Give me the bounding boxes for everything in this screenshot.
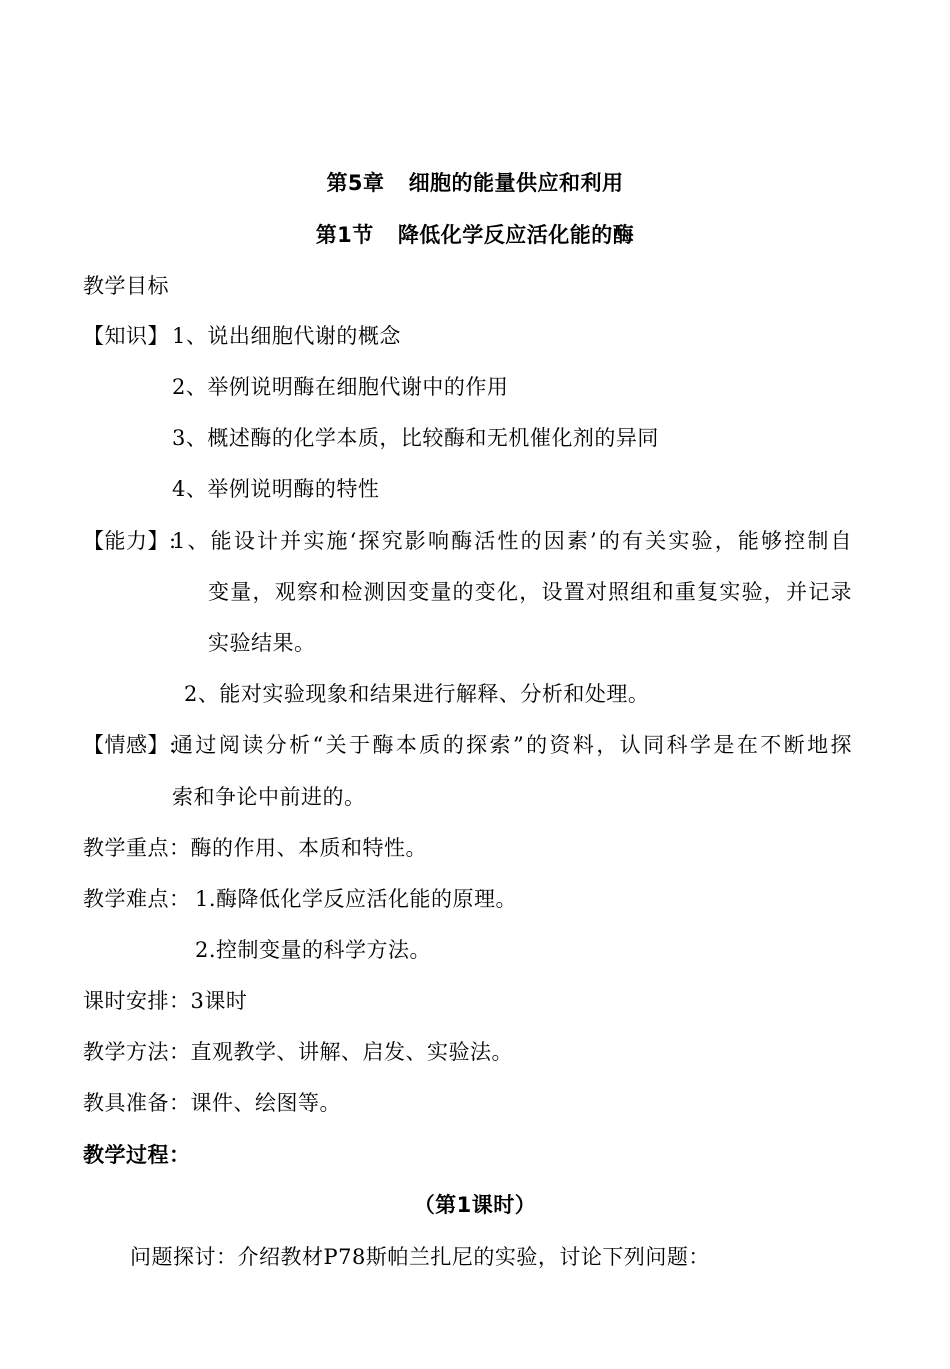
schedule: 课时安排：3课时: [83, 989, 248, 1013]
section-title: [0, 221, 950, 249]
knowledge-label: 【知识】: [83, 324, 169, 348]
knowledge-item-4: 4、举例说明酶的特性: [172, 477, 380, 501]
ability-item-1-line-2: 变量，观察和检测因变量的变化，设置对照组和重复实验，并记录: [208, 580, 852, 604]
teaching-tools: 教具准备：课件、绘图等。: [83, 1091, 341, 1115]
difficulty-item-1: 1.酶降低化学反应活化能的原理。: [195, 887, 518, 911]
ability-label: 【能力】:: [83, 529, 177, 553]
chapter-name: 细胞的能量供应和利用: [408, 171, 624, 195]
emotion-line-1: 通过阅读分析“关于酶本质的探索”的资料，认同科学是在不断地探: [172, 733, 852, 757]
process-heading: 教学过程：: [83, 1143, 191, 1167]
ability-item-2: 2、能对实验现象和结果进行解释、分析和处理。: [184, 682, 650, 706]
lesson-heading: （第1课时）: [413, 1193, 537, 1217]
ability-item-1-line-1: 1、能设计并实施‘探究影响酶活性的因素’的有关实验，能够控制自: [172, 529, 852, 553]
emotion-label: 【情感】:: [83, 733, 177, 757]
objectives-heading: 教学目标: [83, 274, 169, 298]
knowledge-item-1: 1、说出细胞代谢的概念: [172, 324, 401, 348]
knowledge-item-2: 2、举例说明酶在细胞代谢中的作用: [172, 375, 509, 399]
section-number: 第1节: [315, 223, 374, 247]
chapter-number: 第5章: [326, 171, 385, 195]
chapter-title: [0, 169, 950, 197]
difficulty-item-2: 2.控制变量的科学方法。: [195, 938, 432, 962]
key-points: 教学重点：酶的作用、本质和特性。: [83, 836, 427, 860]
difficulties-label: 教学难点：: [83, 887, 191, 911]
ability-item-1-line-3: 实验结果。: [208, 631, 316, 655]
emotion-line-2: 索和争论中前进的。: [172, 785, 366, 809]
knowledge-item-3: 3、概述酶的化学本质，比较酶和无机催化剂的异同: [172, 426, 659, 450]
question-discussion: 问题探讨：介绍教材P78斯帕兰扎尼的实验，讨论下列问题：: [130, 1245, 710, 1269]
section-name: 降低化学反应活化能的酶: [397, 223, 635, 247]
teaching-methods: 教学方法：直观教学、讲解、启发、实验法。: [83, 1040, 513, 1064]
